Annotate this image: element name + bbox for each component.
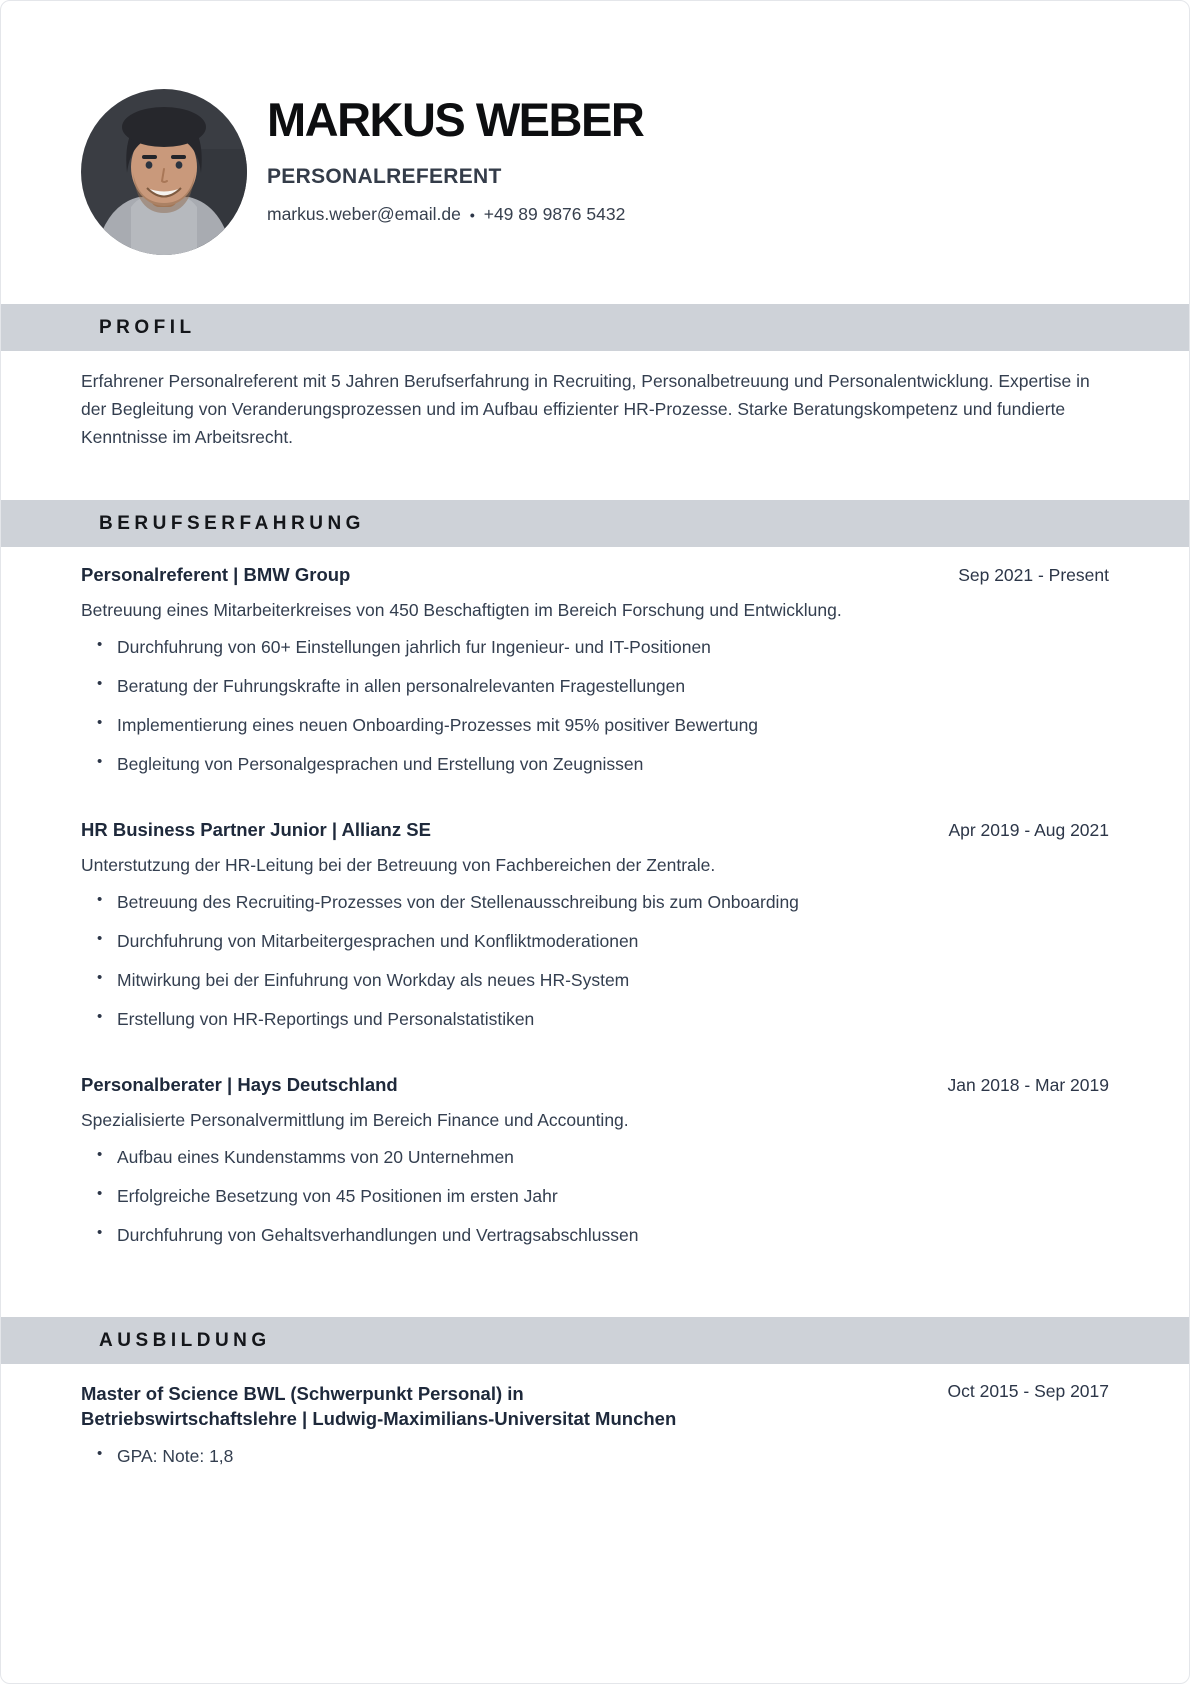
- job-bullet: • Betreuung des Recruiting-Prozesses von der Stellenausschreibung bis zum Onboarding: [97, 890, 1109, 914]
- job-summary: Betreuung eines Mitarbeiterkreises von 450 Beschaftigten im Bereich Forschung und Entwicklung.: [81, 600, 842, 620]
- job-bullet: • Erfolgreiche Besetzung von 45 Positionen im ersten Jahr: [97, 1184, 1109, 1208]
- resume-header: [1, 1, 1189, 255]
- education-title-line1: Master of Science BWL (Schwerpunkt Personal) in: [81, 1383, 524, 1404]
- job-entry-bmw: [81, 564, 1109, 776]
- education-entry-lmu: [81, 1381, 1109, 1468]
- profile-photo: [81, 89, 247, 255]
- education-head: [81, 1381, 1109, 1431]
- job-summary: Spezialisierte Personalvermittlung im Bereich Finance und Accounting.: [81, 1110, 629, 1130]
- section-heading-profil: PROFIL: [1, 304, 1189, 351]
- job-head: [81, 564, 1109, 586]
- job-bullet: • Erstellung von HR-Reportings und Personalstatistiken: [97, 1007, 1109, 1031]
- profile-summary-text: Erfahrener Personalreferent mit 5 Jahren Berufserfahrung in Recruiting, Personalbetreuung und Personalentwicklung. Expertise in der Begleitung von Veranderungsprozessen und im Aufbau effizienter HR-Prozesse. Starke Beratungskompetenz und fundierte Kenntnisse im Arbeitsrecht.: [81, 371, 1090, 447]
- job-dates: Jan 2018 - Mar 2019: [947, 1075, 1109, 1095]
- education-dates: Oct 2015 - Sep 2017: [947, 1381, 1109, 1401]
- job-bullet: • Durchfuhrung von Mitarbeitergesprachen und Konfliktmoderationen: [97, 929, 1109, 953]
- contact-phone: +49 89 9876 5432: [483, 204, 626, 224]
- person-name: MARKUS WEBER: [267, 93, 644, 146]
- job-bullet-list: [81, 635, 1109, 776]
- job-bullet: • Aufbau eines Kundenstamms von 20 Unternehmen: [97, 1145, 1109, 1169]
- job-head: [81, 1074, 1109, 1096]
- job-bullet-list: [81, 890, 1109, 1031]
- section-heading-ausbildung: AUSBILDUNG: [1, 1317, 1189, 1364]
- job-title: Personalberater | Hays Deutschland: [81, 1074, 398, 1095]
- job-title: HR Business Partner Junior | Allianz SE: [81, 819, 431, 840]
- contact-line: [267, 204, 643, 225]
- job-summary: Unterstutzung der HR-Leitung bei der Betreuung von Fachbereichen der Zentrale.: [81, 855, 716, 875]
- contact-email: markus.weber@email.de: [267, 204, 461, 224]
- identity-block: [267, 86, 643, 255]
- person-role: PERSONALREFERENT: [267, 165, 502, 188]
- job-head: [81, 819, 1109, 841]
- job-bullet: • Durchfuhrung von Gehaltsverhandlungen und Vertragsabschlussen: [97, 1223, 1109, 1247]
- job-entry-allianz: [81, 819, 1109, 1031]
- job-bullet-list: [81, 1145, 1109, 1247]
- contact-separator-dot: •: [469, 206, 475, 223]
- education-title-line2: Betriebswirtschaftslehre | Ludwig-Maximilians-Universitat Munchen: [81, 1408, 677, 1429]
- job-title: Personalreferent | BMW Group: [81, 564, 351, 585]
- section-heading-berufserfahrung: BERUFSERFAHRUNG: [1, 500, 1189, 547]
- job-entry-hays: [81, 1074, 1109, 1247]
- job-bullet: • Mitwirkung bei der Einfuhrung von Workday als neues HR-System: [97, 968, 1109, 992]
- experience-list: [1, 564, 1189, 1247]
- job-dates: Apr 2019 - Aug 2021: [948, 820, 1109, 840]
- job-bullet: • Beratung der Fuhrungskrafte in allen personalrelevanten Fragestellungen: [97, 674, 1109, 698]
- job-bullet: • Begleitung von Personalgesprachen und Erstellung von Zeugnissen: [97, 752, 1109, 776]
- education-bullet-list: [81, 1444, 1109, 1468]
- education-list: [1, 1381, 1189, 1468]
- job-bullet: • Implementierung eines neuen Onboarding-Prozesses mit 95% positiver Bewertung: [97, 713, 1109, 737]
- job-dates: Sep 2021 - Present: [958, 565, 1109, 585]
- education-title: [81, 1381, 676, 1431]
- job-bullet: • Durchfuhrung von 60+ Einstellungen jahrlich fur Ingenieur- und IT-Positionen: [97, 635, 1109, 659]
- education-bullet: • GPA: Note: 1,8: [97, 1444, 1109, 1468]
